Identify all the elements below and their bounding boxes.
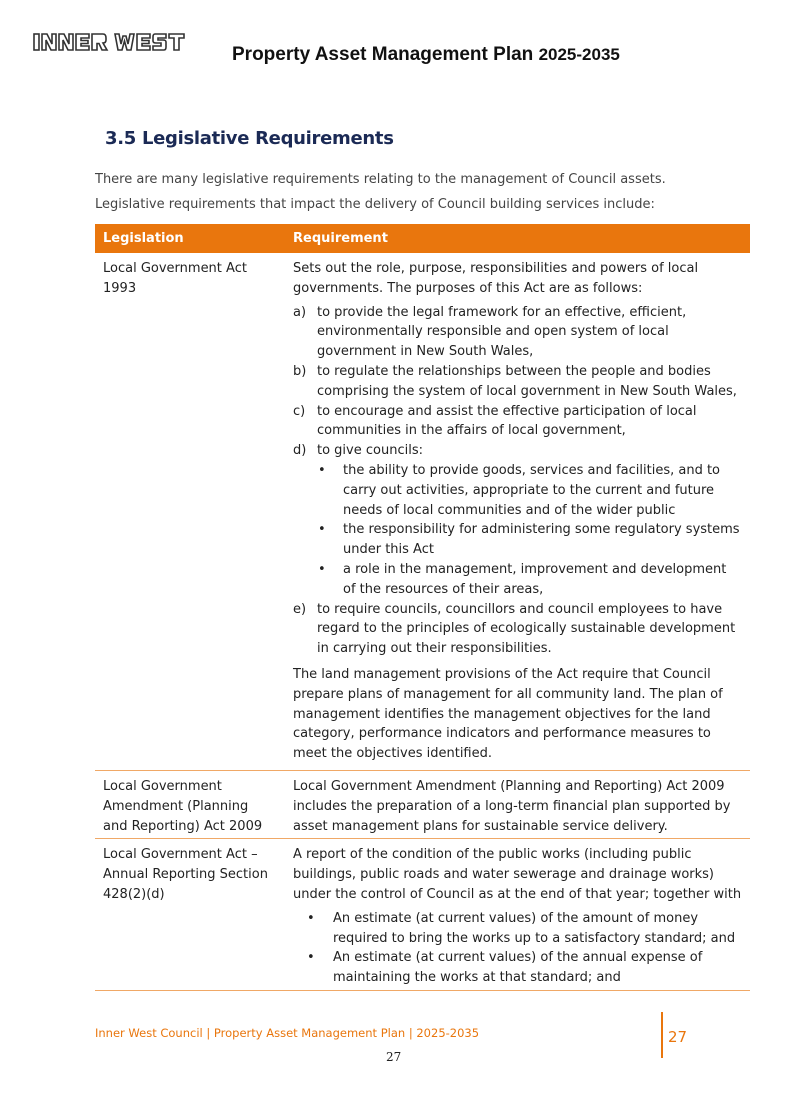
page-number: 27 [386,1050,402,1064]
requirement-closing: The land management provisions of the Act require that Council prepare plans of management for all community land. The plan of management identifies the management objectives for the land category, performance indicators and performance measures to meet the objectives identified. [293,666,723,762]
bullet-item: • a role in the management, improvement and development of the resources of their areas, [317,560,742,600]
bullet-item: • the ability to provide goods, services and facilities, and to carry out activities, appropriate to the current and future needs of local communities and of the wider public [317,461,742,520]
table-header-row [95,224,750,253]
section-heading: 3.5 Legislative Requirements [105,128,394,149]
requirement-intro: Sets out the role, purpose, responsibilities and powers of local governments. The purposes of this Act are as follows: [293,261,699,296]
purpose-list [293,303,742,659]
list-item-label: e) [293,601,307,617]
inner-west-logo [33,32,185,52]
intro-line-1: There are many legislative requirements relating to the management of Council assets. [95,172,666,187]
legislation-cell: Local Government Amendment (Planning and Reporting) Act 2009 [95,770,281,838]
table-row [95,839,750,991]
list-item-label: c) [293,403,306,419]
list-item [293,600,742,659]
list-item-text: to regulate the relationships between the people and bodies comprising the system of local government in New South Wales, [317,363,737,399]
requirement-cell [281,839,750,991]
document-title-years: 2025-2035 [538,45,620,64]
legislation-cell: Local Government Act – Annual Reporting Section 428(2)(d) [95,839,281,991]
list-item-label: b) [293,363,307,379]
requirement-intro: A report of the condition of the public works (including public buildings, public roads and water sewerage and drainage works) under the control of Council as at the end of that year; together with [293,847,742,902]
legislation-table [95,224,750,991]
column-header-legislation: Legislation [95,224,281,253]
document-title [232,44,620,66]
bullet-item: • An estimate (at current values) of the amount of money required to bring the works up to a satisfactory standard; and [293,909,742,949]
document-title-text: Property Asset Management Plan [232,44,534,65]
footer-text: Inner West Council | Property Asset Management Plan | 2025-2035 [95,1026,480,1040]
list-item [293,402,742,442]
list-item-label: d) [293,443,307,459]
intro-line-2: Legislative requirements that impact the delivery of Council building services include: [95,197,655,212]
footer-divider [661,1012,663,1058]
table-row [95,770,750,838]
councils-bullet-list [317,461,742,600]
list-item-text: to encourage and assist the effective participation of local communities in the affairs of local government, [317,403,697,439]
logo-text [66,62,185,106]
list-item [293,441,742,599]
footer-page-number: 27 [668,1028,688,1046]
logo-mark-icon [33,32,185,52]
section-intro [95,167,705,217]
list-item-label: a) [293,304,307,320]
requirement-cell [281,253,750,770]
list-item-text: to provide the legal framework for an effective, efficient, environmentally responsible and open system of local government in New South Wales, [317,304,687,360]
requirement-cell: Local Government Amendment (Planning and Reporting) Act 2009 includes the preparation of a long-term financial plan supported by asset management plans for sustainable service delivery. [281,770,750,838]
list-item [293,362,742,402]
column-header-requirement: Requirement [281,224,750,253]
list-item-text: to require councils, councillors and council employees to have regard to the principles of ecologically sustainable development in carrying out their responsibilities. [317,601,736,657]
legislation-cell: Local Government Act 1993 [95,253,281,770]
bullet-item: • the responsibility for administering some regulatory systems under this Act [317,520,742,560]
list-item-text: to give councils: [317,443,423,459]
table-row [95,253,750,770]
list-item [293,303,742,362]
report-bullet-list [293,909,742,988]
bullet-item: • An estimate (at current values) of the annual expense of maintaining the works at that standard; and [293,948,742,988]
